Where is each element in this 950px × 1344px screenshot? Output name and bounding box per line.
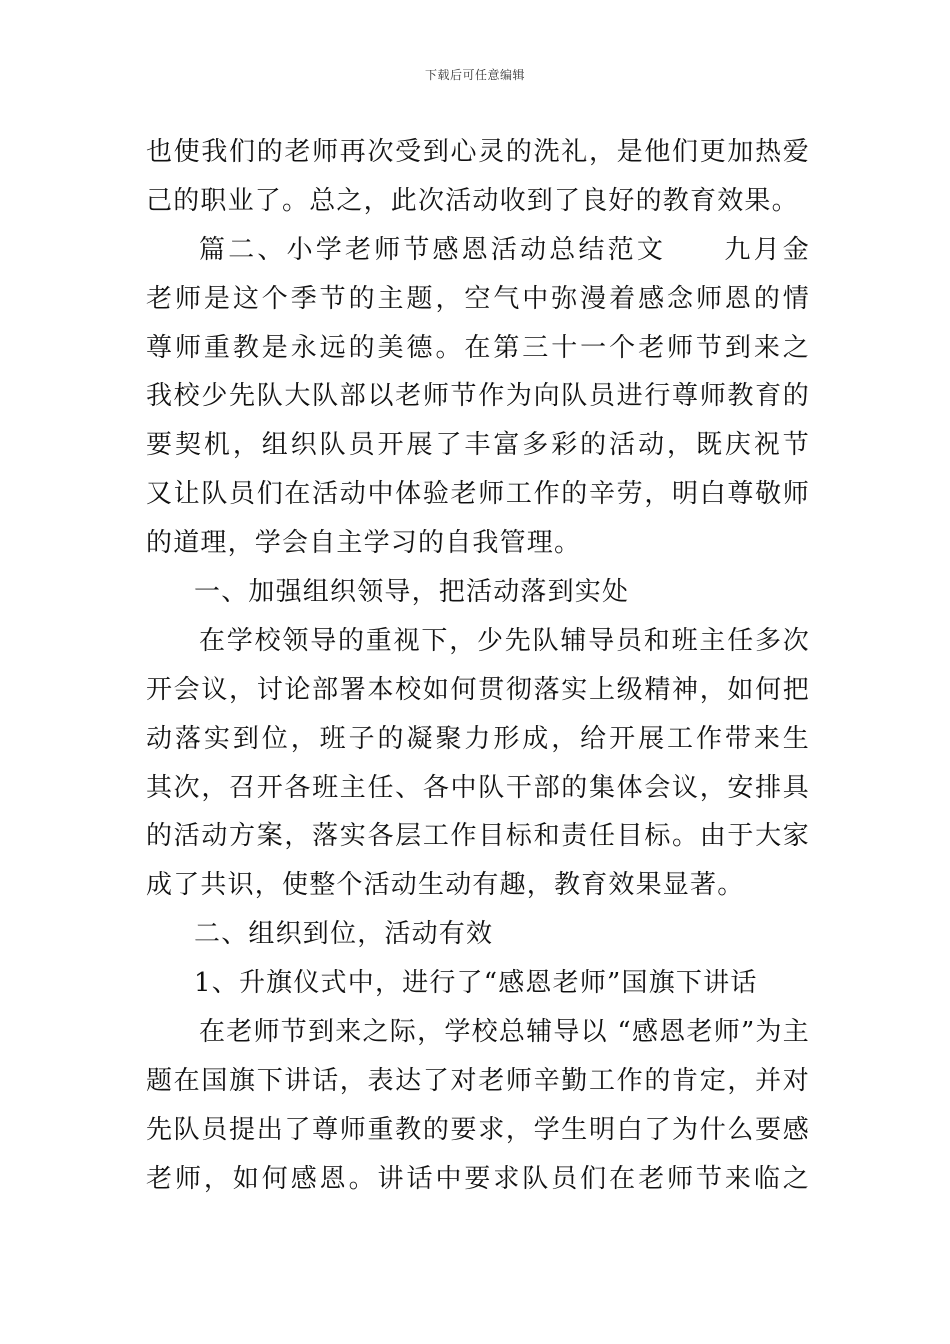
text-line: 己的职业了。总之，此次活动收到了良好的教育效果。 xyxy=(146,185,799,216)
text-line: 成了共识，使整个活动生动有趣，教育效果显著。 xyxy=(146,870,745,901)
section-heading-line: 篇二、小学老师节感恩活动总结范文 九月金 xyxy=(199,234,810,265)
text-line: 先队员提出了尊师重教的要求，学生明白了为什么要感 xyxy=(146,1114,810,1145)
text-line: 在老师节到来之际，学校总辅导以 “感恩老师”为主 xyxy=(199,1017,810,1048)
text-line: 老师是这个季节的主题，空气中弥漫着感念师恩的情 xyxy=(146,283,810,314)
text-line: 的活动方案，落实各层工作目标和责任目标。由于大家 xyxy=(146,821,810,852)
subheading-line: 二、组织到位，活动有效 xyxy=(194,919,494,950)
text-line: 又让队员们在活动中体验老师工作的辛劳，明白尊敬师 xyxy=(146,479,810,510)
text-line: 开会议，讨论部署本校如何贯彻落实上级精神，如何把 xyxy=(146,674,810,705)
text-line: 尊师重教是永远的美德。在第三十一个老师节到来之 xyxy=(146,332,810,363)
text-line: 的道理，学会自主学习的自我管理。 xyxy=(146,528,582,559)
text-line: 在学校领导的重视下，少先队辅导员和班主任多次 xyxy=(199,625,810,656)
text-line: 要契机，组织队员开展了丰富多彩的活动，既庆祝节 xyxy=(146,430,810,461)
page-header: 下载后可任意编辑 xyxy=(424,68,525,82)
subheading-line: 1、升旗仪式中，进行了“感恩老师”国旗下讲话 xyxy=(194,968,758,999)
text-line: 动落实到位，班子的凝聚力形成，给开展工作带来生 xyxy=(146,723,810,754)
text-line: 我校少先队大队部以老师节作为向队员进行尊师教育的 xyxy=(146,381,810,412)
document-body xyxy=(146,128,810,1204)
text-line: 其次，召开各班主任、各中队干部的集体会议，安排具 xyxy=(146,772,810,803)
text-line: 也使我们的老师再次受到心灵的洗礼，是他们更加热爱 xyxy=(146,137,810,167)
text-line: 老师，如何感恩。讲话中要求队员们在老师节来临之 xyxy=(146,1163,810,1194)
text-line: 题在国旗下讲话，表达了对老师辛勤工作的肯定，并对 xyxy=(146,1065,810,1096)
subheading-line: 一、加强组织领导，把活动落到实处 xyxy=(194,577,630,608)
